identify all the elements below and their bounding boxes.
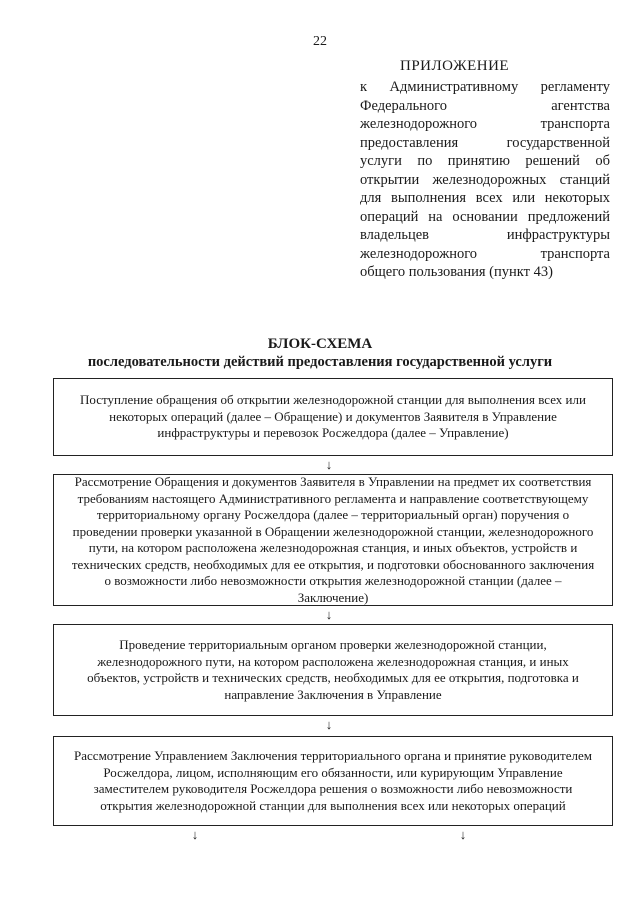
appendix-line: железнодорожного транспорта: [360, 116, 610, 132]
appendix-line: услуги по принятию решений об: [360, 153, 610, 169]
flow-step-2: [53, 474, 613, 606]
arrow-down-icon: ↓: [325, 607, 333, 622]
flow-step-text: Рассмотрение Управлением Заключения территориального органа и принятие руководителем Росжелдора, лицом, исполняющим его обязанности, или курирующим Управление заместителем руководителя Росжелдора решения о возможности либо невозможности открытия железнодорожной станции для выполнения всех или некоторых операций: [74, 748, 592, 813]
appendix-line: к Административному регламенту: [360, 79, 610, 95]
appendix-line: общего пользования (пункт 43): [360, 264, 553, 280]
appendix-line: предоставления государственной: [360, 134, 610, 151]
arrow-down-icon: ↓: [325, 457, 333, 472]
appendix-line: для выполнения всех или некоторых: [360, 190, 610, 206]
flow-step-text: Проведение территориальным органом проверки железнодорожной станции, железнодорожного пути, на котором расположена железнодорожная станция, и иных объектов, устройств и технических средств, необходимых для ее открытия, подготовка и направление Заключения в Управление: [87, 637, 579, 702]
page-number: 22: [313, 34, 327, 49]
appendix-line: железнодорожного транспорта: [360, 245, 610, 262]
arrow-down-icon: ↓: [325, 717, 333, 732]
flow-step-text: Поступление обращения об открытии железнодорожной станции для выполнения всех или некоторых операций (далее – Обращение) и документов Заявителя в Управление инфраструктуры и перевозок Росжелдора (далее – Управление): [80, 392, 586, 441]
scheme-title: БЛОК-СХЕМА: [267, 336, 373, 352]
arrow-down-icon: ↓: [191, 827, 199, 842]
appendix-line: владельцев инфраструктуры: [360, 227, 610, 243]
appendix-text: [360, 78, 610, 282]
flow-step-text: Рассмотрение Обращения и документов Заявителя в Управлении на предмет их соответствия требованиям настоящего Административного регламента и направление соответствующему территориальному органу Росжелдора (далее – территориальный орган) поручения о проведении проверки указанной в Обращении железнодорожной станции, железнодорожного пути, на котором расположена железнодорожная станция, и иных объектов, устройств и технических средств, необходимых для ее открытия, и подготовки обоснованного заключения о возможности либо невозможности открытия железнодорожной станции (далее – Заключение): [71, 474, 595, 605]
appendix-line: операций на основании предложений: [360, 208, 610, 225]
arrow-down-icon: ↓: [459, 827, 467, 842]
appendix-line: открытии железнодорожных станций: [360, 171, 610, 188]
scheme-subtitle: последовательности действий предоставления государственной услуги: [87, 354, 553, 370]
flow-step-1: [53, 378, 613, 456]
appendix-line: Федерального агентства: [360, 97, 610, 114]
flow-step-3: [53, 624, 613, 716]
flow-step-4: [53, 736, 613, 826]
appendix-title: ПРИЛОЖЕНИЕ: [400, 58, 510, 74]
